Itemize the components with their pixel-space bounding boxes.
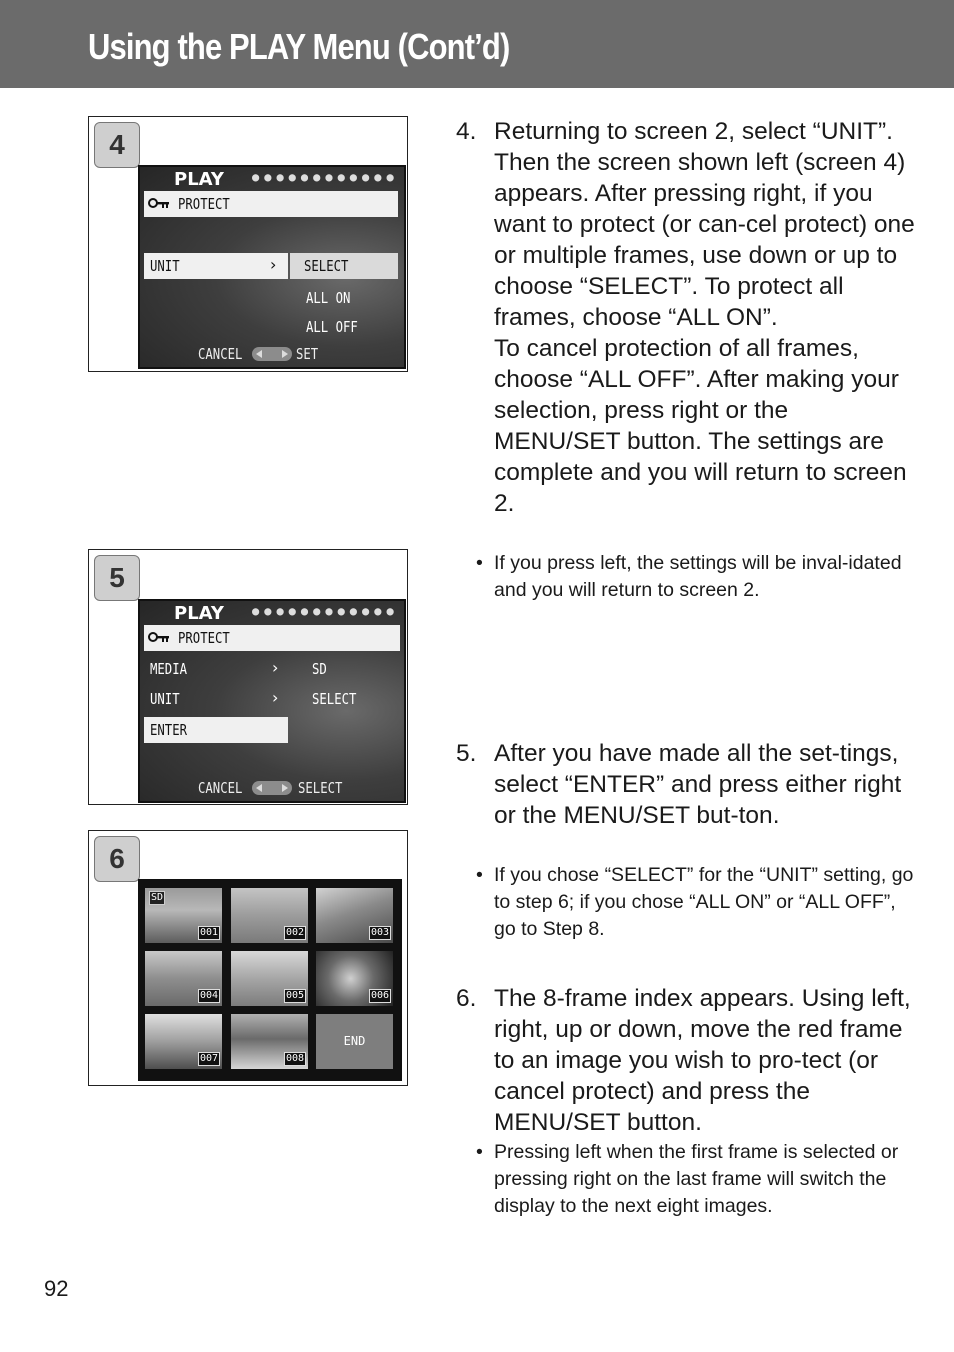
note-text: If you chose “SELECT” for the “UNIT” setting, go to step 6; if you chose “ALL ON” or “ALL OFF”, go to Step 8. bbox=[494, 864, 914, 940]
unit-label[interactable]: UNIT bbox=[150, 690, 180, 708]
media-label[interactable]: MEDIA bbox=[150, 660, 188, 678]
thumbnail[interactable] bbox=[231, 951, 308, 1006]
bullet-mark: • bbox=[476, 1141, 483, 1163]
frame-number: 008 bbox=[285, 1053, 304, 1064]
sd-card-label: SD bbox=[151, 892, 164, 903]
menu-page-dots: ●●●●●●●●●●●● bbox=[252, 170, 399, 184]
step-text: The 8-frame index appears. Using left, right, up or down, move the red frame to an image you wish to pro-tect (or cancel protect) and press the MENU/SET button. bbox=[494, 985, 911, 1136]
thumbnail[interactable] bbox=[316, 888, 393, 943]
select-option[interactable] bbox=[290, 253, 398, 279]
page-header bbox=[0, 0, 954, 88]
step-text: Returning to screen 2, select “UNIT”. Then the screen shown left (screen 4) appears. After pressing right, if you want to protect (or can-cel protect) one or multiple frames, use down or up to choose “SELECT”. To protect all frames, choose “ALL ON”. bbox=[494, 118, 915, 331]
cancel-hint: CANCEL bbox=[198, 345, 243, 363]
end-label: END bbox=[343, 1034, 366, 1048]
all-on-option[interactable]: ALL ON bbox=[306, 289, 351, 307]
screen-5-lcd bbox=[138, 599, 406, 803]
bullet-mark: • bbox=[476, 552, 483, 574]
all-off-option[interactable]: ALL OFF bbox=[306, 318, 358, 336]
left-right-arrows-icon bbox=[252, 347, 292, 361]
step-text: To cancel protection of all frames, choose “ALL OFF”. After making your selection, press right or the MENU/SET button. The settings are complete and you will return to screen 2. bbox=[494, 335, 907, 517]
enter-row[interactable] bbox=[144, 717, 288, 743]
note-text: If you press left, the settings will be inval-idated and you will return to screen 2. bbox=[494, 552, 902, 601]
screen-5-figure bbox=[88, 549, 408, 805]
protect-bar[interactable] bbox=[144, 191, 398, 217]
screen-6-badge: 6 bbox=[94, 836, 140, 882]
screen-4-badge: 4 bbox=[94, 122, 140, 168]
select-option-label: SELECT bbox=[304, 257, 349, 275]
page-title: Using the PLAY Menu (Cont’d) bbox=[88, 26, 510, 67]
menu-page-dots: ●●●●●●●●●●●● bbox=[252, 604, 399, 618]
page-number: 92 bbox=[44, 1276, 69, 1301]
step-number: 5. bbox=[456, 740, 477, 767]
instructions bbox=[456, 116, 916, 1256]
frame-number: 006 bbox=[370, 990, 389, 1001]
cancel-hint: CANCEL bbox=[198, 779, 243, 797]
unit-row[interactable] bbox=[144, 253, 288, 279]
thumbnail[interactable] bbox=[145, 1014, 222, 1069]
menu-title: PLAY bbox=[174, 169, 224, 190]
frame-number: 004 bbox=[199, 990, 218, 1001]
step-number: 4. bbox=[456, 118, 477, 145]
frame-number: 003 bbox=[370, 927, 389, 938]
frame-number: 002 bbox=[285, 927, 304, 938]
step-text: After you have made all the set-tings, select “ENTER” and press either right or the MENU/SET but-ton. bbox=[494, 740, 902, 829]
left-right-arrows-icon bbox=[252, 781, 292, 795]
thumbnail[interactable] bbox=[231, 888, 308, 943]
frame-number: 005 bbox=[285, 990, 304, 1001]
end-cell[interactable] bbox=[316, 1014, 393, 1069]
screen-6-figure bbox=[88, 830, 408, 1086]
screen-4-figure bbox=[88, 116, 408, 372]
frame-number: 001 bbox=[199, 927, 218, 938]
key-icon bbox=[148, 632, 170, 644]
thumbnail[interactable] bbox=[145, 888, 222, 943]
screen-5-badge: 5 bbox=[94, 555, 140, 601]
note-text: Pressing left when the first frame is selected or pressing right on the last frame will switch the display to the next eight images. bbox=[494, 1141, 899, 1217]
key-icon bbox=[148, 198, 170, 210]
frame-number: 007 bbox=[199, 1053, 218, 1064]
index-grid bbox=[138, 879, 402, 1081]
set-hint: SET bbox=[296, 345, 319, 363]
unit-label: UNIT bbox=[150, 257, 180, 275]
thumbnail[interactable] bbox=[316, 951, 393, 1006]
screen-4-lcd bbox=[138, 165, 406, 369]
thumbnail[interactable] bbox=[231, 1014, 308, 1069]
chevron-right-icon: › bbox=[270, 255, 277, 274]
bullet-mark: • bbox=[476, 864, 483, 886]
media-value: SD bbox=[312, 660, 327, 678]
protect-label: PROTECT bbox=[178, 195, 230, 213]
protect-bar[interactable] bbox=[144, 625, 400, 651]
chevron-right-icon: › bbox=[272, 658, 279, 677]
thumbnail[interactable] bbox=[145, 951, 222, 1006]
protect-label: PROTECT bbox=[178, 629, 230, 647]
step-number: 6. bbox=[456, 985, 477, 1012]
enter-label: ENTER bbox=[150, 721, 188, 739]
menu-title: PLAY bbox=[174, 603, 224, 624]
chevron-right-icon: › bbox=[272, 688, 279, 707]
select-hint: SELECT bbox=[298, 779, 343, 797]
unit-value: SELECT bbox=[312, 690, 357, 708]
